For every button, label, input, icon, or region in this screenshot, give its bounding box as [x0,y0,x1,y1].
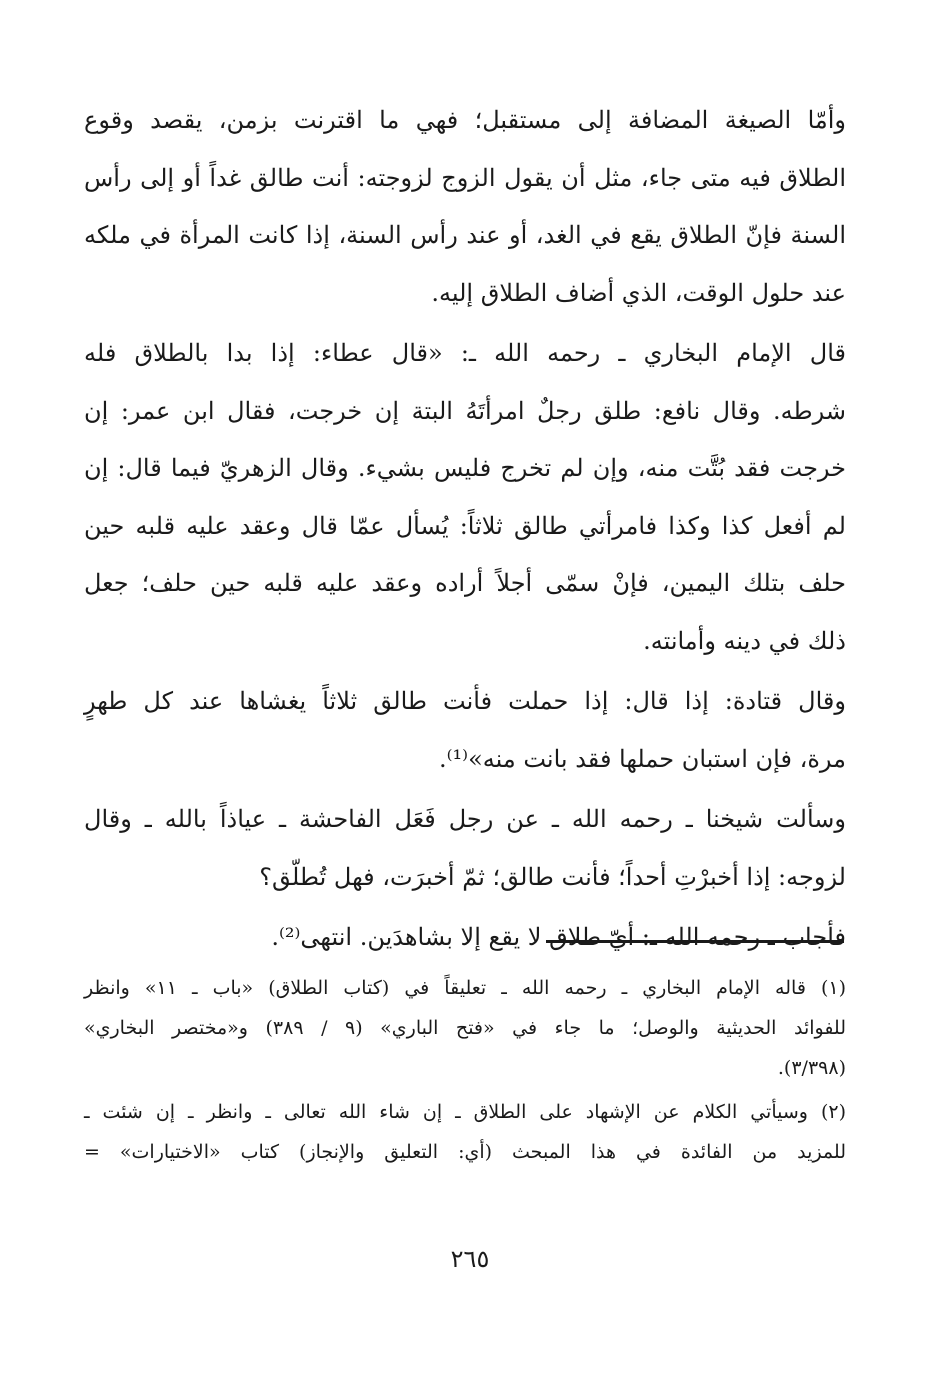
footnote-line: (٣/٣٩٨). [777,1057,846,1079]
footnote-1 [84,968,846,1088]
text-line: وقال قتادة: إذا قال: إذا حملت فأنت طالق ثلاثاً يغشاها عند كل طهرٍ [84,687,846,715]
footnote-line: للمزيد من الفائدة في هذا المبحث (أي: التعليق والإنجاز) كتاب «الاختيارات» = [84,1141,846,1163]
text-line: خرجت فقد بُتَّت منه، وإن لم تخرج فليس بشيء. وقال الزهريّ فيما قال: إن [84,454,846,482]
text-line: وسألت شيخنا ـ رحمه الله ـ عن رجل فَعَل الفاحشة ـ عياذاً بالله ـ وقال [84,805,846,833]
main-text [84,92,846,970]
paragraph-1 [84,92,846,322]
footnote-line: (٢) وسيأتي الكلام عن الإشهاد على الطلاق ـ إن شاء الله تعالى ـ وانظر ـ إن شئت ـ [84,1101,846,1123]
paragraph-4 [84,791,846,906]
footnote-separator [546,940,844,943]
paragraph-2 [84,325,846,670]
text-line: لم أفعل كذا وكذا فامرأتي طالق ثلاثاً: يُسأل عمّا قال وعقد عليه قلبه حين [84,511,846,540]
footnotes [84,968,846,1176]
text-line: قال الإمام البخاري ـ رحمه الله ـ: «قال عطاء: إذا بدا بالطلاق فله [84,339,846,367]
paragraph-3 [84,673,846,788]
text-line: عند حلول الوقت، الذي أضاف الطلاق إليه. [431,278,846,307]
text-line: ذلك في دينه وأمانته. [643,626,846,655]
footnote-line: (١) قاله الإمام البخاري ـ رحمه الله ـ تعليقاً في (كتاب الطلاق) «باب ـ ١١» وانظر [84,977,847,999]
text-line: لزوجه: إذا أخبرْتِ أحداً؛ فأنت طالق؛ ثمّ أخبرَت، فهل تُطلّق؟ [259,862,846,891]
text-line: الطلاق فيه متى جاء، مثل أن يقول الزوج لزوجته: أنت طالق غداً أو إلى رأس [84,163,846,192]
text-line: وأمّا الصيغة المضافة إلى مستقبل؛ فهي ما اقترنت بزمن، يقصد وقوع [84,106,846,134]
text-line: شرطه. وقال نافع: طلق رجلٌ امرأتَهُ البتة إن خرجت، فقال ابن عمر: إن [84,396,846,425]
page-number: ٢٦٥ [450,1245,490,1273]
text-line: مرة، فإن استبان حملها فقد بانت منه»⁽¹⁾. [439,744,846,773]
text-line: حلف بتلك اليمين، فإنْ سمّى أجلاً أراده وعقد عليه قلبه حين حلف؛ جعل [84,569,846,597]
paragraph-5 [84,909,846,967]
text-line: السنة فإنّ الطلاق يقع في الغد، أو عند رأس السنة، إذا كانت المرأة في ملكه [84,221,846,249]
text-line: فأجاب ـ رحمه الله ـ: أيّ طلاق لا يقع إلا بشاهدَين. انتهى⁽²⁾. [271,923,846,951]
footnote-line: للفوائد الحديثية والوصل؛ ما جاء في «فتح الباري» (٩ / ٣٨٩) و«مختصر البخاري» [84,1017,847,1039]
footnote-2 [84,1092,846,1172]
